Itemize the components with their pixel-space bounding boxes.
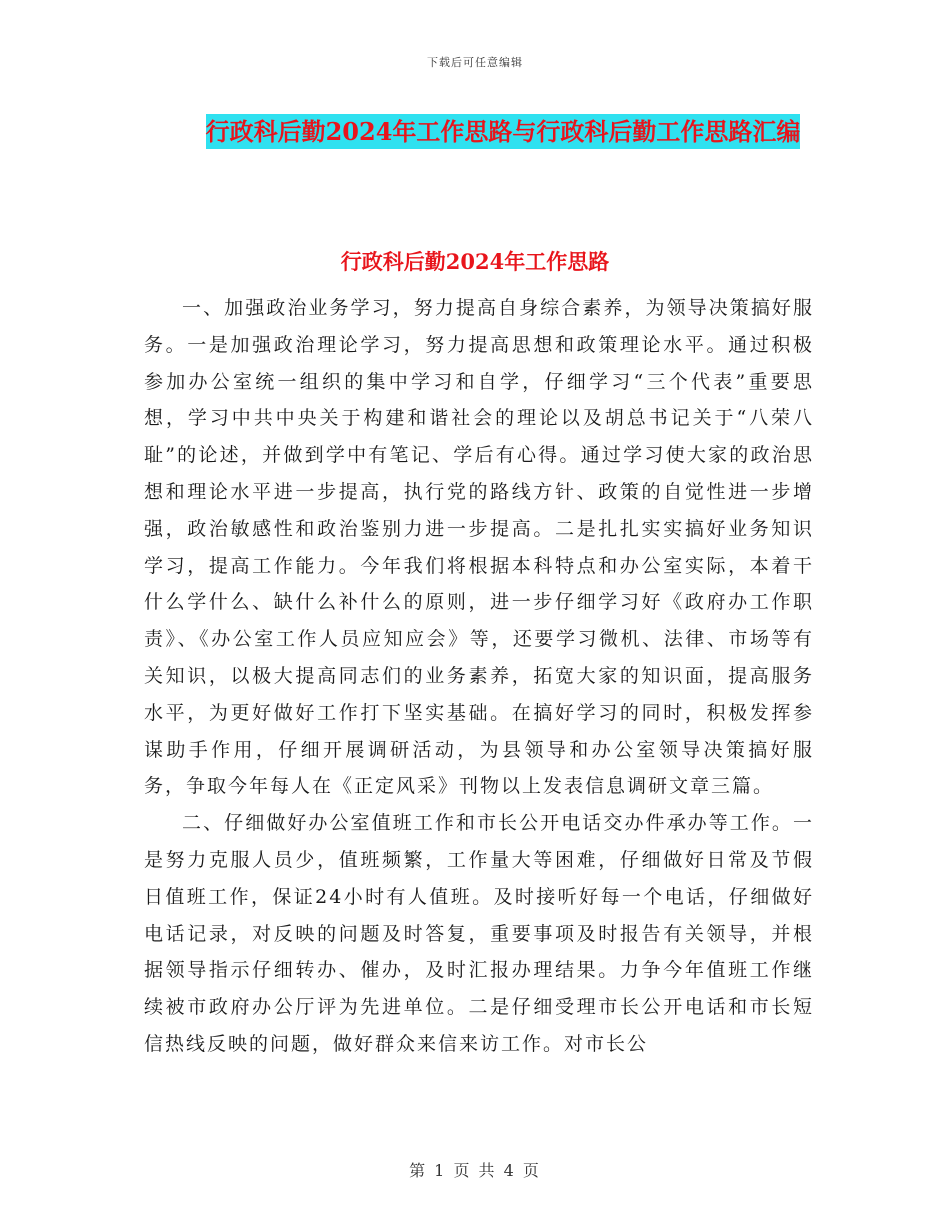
paragraph-2: 二、仔细做好办公室值班工作和市长公开电话交办件承办等工作。一是努力克服人员少，值班频繁，工作量大等困难，仔细做好日常及节假日值班工作，保证24小时有人值班。及时接听好每一个电话，仔细做好电话记录，对反映的问题及时答复，重要事项及时报告有关领导，并根据领导指示仔细转办、催办，及时汇报办理结果。力争今年值班工作继续被市政府办公厅评为先进单位。二是仔细受理市长公开电话和市长短信热线反映的问题，做好群众来信来访工作。对市长公 xyxy=(144,812,814,1055)
document-body xyxy=(144,290,814,1063)
document-title xyxy=(188,108,818,156)
section-title: 行政科后勤2024年工作思路 xyxy=(340,249,610,274)
page-header-note: 下载后可任意编辑 xyxy=(427,56,523,69)
paragraph-1: 一、加强政治业务学习，努力提高自身综合素养，为领导决策搞好服务。一是加强政治理论学习，努力提高思想和政策理论水平。通过积极参加办公室统一组织的集中学习和自学，仔细学习“三个代表”重要思想，学习中共中央关于构建和谐社会的理论以及胡总书记关于“八荣八耻”的论述，并做到学中有笔记、学后有心得。通过学习使大家的政治思想和理论水平进一步提高，执行党的路线方针、政策的自觉性进一步增强，政治敏感性和政治鉴别力进一步提高。二是扎扎实实搞好业务知识学习，提高工作能力。今年我们将根据本科特点和办公室实际，本着干什么学什么、缺什么补什么的原则，进一步仔细学习好《政府办工作职责》、《办公室工作人员应知应会》等，还要学习微机、法律、市场等有关知识，以极大提高同志们的业务素养，拓宽大家的知识面，提高服务水平，为更好做好工作打下坚实基础。在搞好学习的同时，积极发挥参谋助手作用，仔细开展调研活动，为县领导和办公室领导决策搞好服务，争取今年每人在《正定风采》刊物以上发表信息调研文章三篇。 xyxy=(144,297,814,798)
page-footer: 第 1 页 共 4 页 xyxy=(409,1161,541,1180)
document-title-text: 行政科后勤2024年工作思路与行政科后勤工作思路汇编 xyxy=(206,114,801,149)
